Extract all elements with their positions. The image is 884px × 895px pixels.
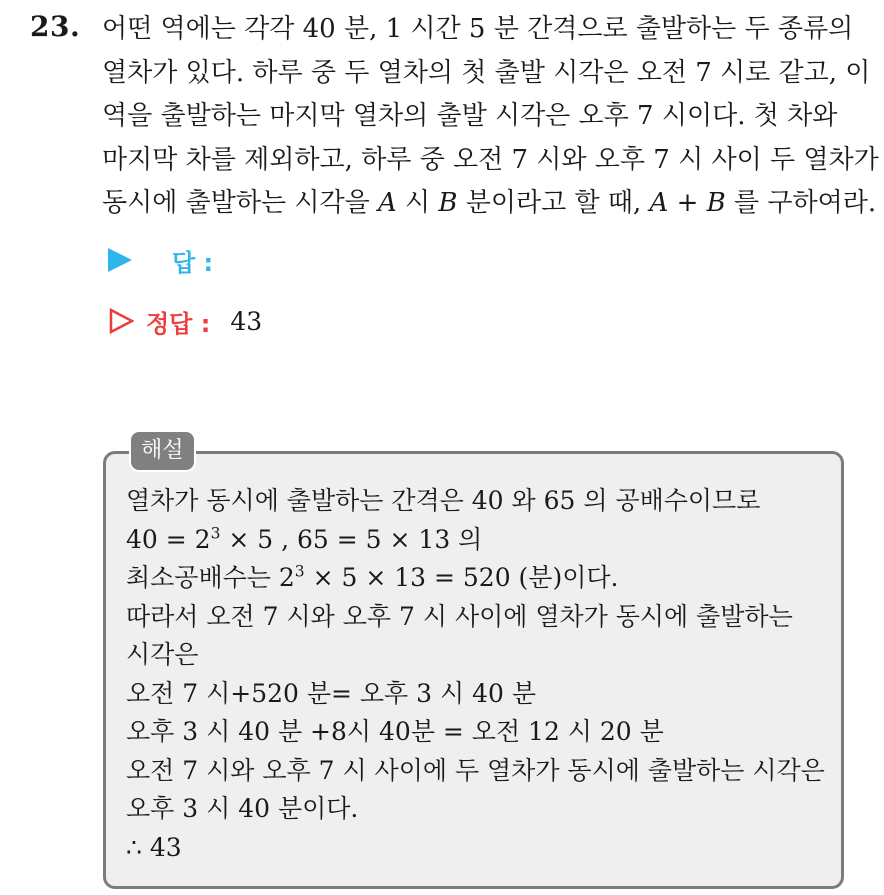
solution-fragment: 최소공배수는 2: [126, 563, 295, 592]
variable-a: A: [377, 188, 397, 218]
solution-line: 열차가 동시에 출발하는 간격은 40 와 65 의 공배수이므로: [126, 486, 761, 515]
question-line: 역을 출발하는 마지막 열차의 출발 시각은 오후 7 시이다. 첫 차와: [102, 101, 838, 131]
question-fragment: 시: [396, 188, 439, 218]
solution-text: [126, 482, 836, 867]
solution-line: 시각은: [126, 640, 199, 669]
variable-b: B: [438, 188, 458, 218]
solution-tag: 해설: [129, 430, 196, 472]
answer-blank-row: [108, 240, 213, 280]
variable-a: A: [649, 188, 669, 218]
question-line: 어떤 역에는 각각 40 분, 1 시간 5 분 간격으로 출발하는 두 종류의: [102, 14, 854, 44]
solution-fragment: × 5 × 13 = 520 (분)이다.: [304, 563, 619, 592]
question-line: 마지막 차를 제외하고, 하루 중 오전 7 시와 오후 7 시 사이 두 열차가: [102, 144, 879, 175]
solution-line: 따라서 오전 7 시와 오후 7 시 사이에 열차가 동시에 출발하는: [126, 601, 793, 631]
solution-line: 오후 3 시 40 분 +8시 40분 = 오전 12 시 20 분: [126, 717, 664, 746]
variable-b: B: [706, 188, 726, 218]
solution-line: 오후 3 시 40 분이다.: [126, 794, 359, 823]
question-number: 23.: [30, 10, 81, 43]
exponent: 3: [210, 524, 221, 543]
question-fragment: 분이라고 할 때,: [457, 188, 650, 218]
exponent: 3: [294, 562, 305, 581]
question-line-last: [102, 182, 877, 226]
solution-fragment: 40 = 2: [126, 524, 211, 554]
triangle-filled-icon: [108, 248, 132, 272]
answer-correct-row: [108, 301, 262, 341]
solution-fragment: × 5 , 65 = 5 × 13 의: [220, 524, 483, 554]
solution-line: 오전 7 시+520 분= 오후 3 시 40 분: [126, 678, 537, 708]
solution-line: 오전 7 시와 오후 7 시 사이에 두 열차가 동시에 출발하는 시각은: [126, 755, 825, 785]
question-text: [102, 8, 879, 226]
answer-label: 답 :: [172, 248, 214, 277]
correct-answer-value: 43: [230, 306, 263, 336]
plus-sign: +: [668, 188, 707, 218]
solution-line: ∴ 43: [126, 832, 182, 862]
solution-line: [126, 559, 836, 598]
question-line: 열차가 있다. 하루 중 두 열차의 첫 출발 시각은 오전 7 시로 같고, 이: [102, 57, 871, 88]
triangle-outline-icon: [108, 308, 134, 334]
correct-answer-label: 정답 :: [146, 309, 211, 338]
question-fragment: 동시에 출발하는 시각을: [102, 188, 378, 218]
question-fragment: 를 구하여라.: [725, 188, 877, 218]
solution-line: [126, 521, 836, 560]
